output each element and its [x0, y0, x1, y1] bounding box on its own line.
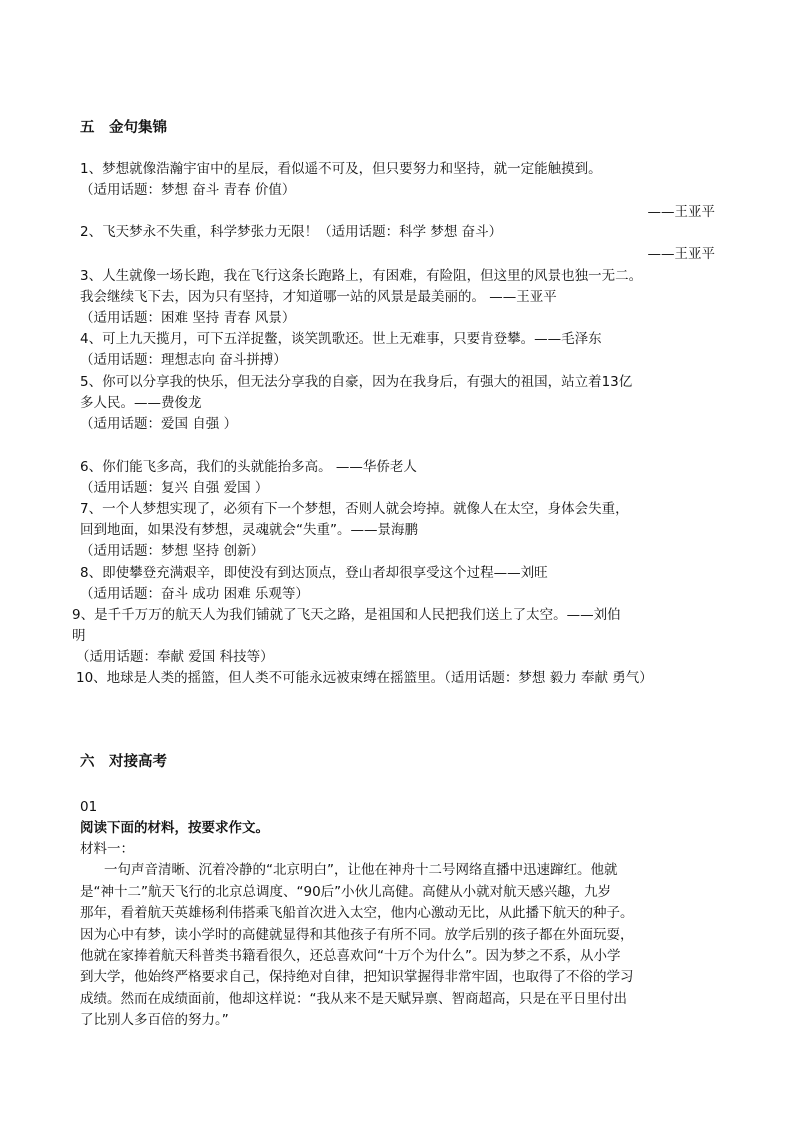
material-line: 成绩。然而在成绩面前，他却这样说：“我从来不是天赋异禀、智商超高，只是在平日里付出 — [80, 991, 627, 1007]
material-line: 是“神十二”航天飞行的北京总调度、“90后”小伙儿高健。高健从小就对航天感兴趣，九岁 — [80, 884, 612, 900]
quote-topics: （适用话题：梦想 坚持 创新） — [80, 543, 265, 559]
question-instruction: 阅读下面的材料，按要求作文。 — [80, 820, 269, 836]
quote-line: 回到地面，如果没有梦想，灵魂就会“失重”。——景海鹏 — [80, 522, 418, 538]
quote-line: 多人民。——费俊龙 — [80, 395, 202, 411]
quote-topics: （适用话题：理想志向 奋斗拼搏） — [80, 352, 287, 368]
material-line: 因为心中有梦，读小学时的高健就显得和其他孩子有所不同。放学后别的孩子都在外面玩耍， — [80, 927, 634, 943]
quote-line: 7、一个人梦想实现了，必须有下一个梦想，否则人就会垮掉。就像人在太空，身体会失重， — [80, 501, 629, 517]
quote-attribution: ——王亚平 — [647, 204, 715, 220]
quote-line: 5、你可以分享我的快乐，但无法分享我的自豪，因为在我身后，有强大的祖国，站立着13亿 — [80, 374, 633, 390]
quote-line: 9、是千千万万的航天人为我们铺就了飞天之路，是祖国和人民把我们送上了太空。——刘伯 — [72, 607, 621, 623]
quote-line: 3、人生就像一场长跑，我在飞行这条长跑路上，有困难，有险阻，但这里的风景也独一无二。 — [80, 268, 643, 284]
quote-topics: （适用话题：困难 坚持 青春 风景） — [80, 310, 296, 326]
quote-topics: （适用话题：复兴 自强 爱国 ） — [80, 480, 269, 496]
quote-attribution: ——王亚平 — [647, 246, 715, 262]
quote-line: 1、梦想就像浩瀚宇宙中的星辰，看似遥不可及，但只要努力和坚持，就一定能触摸到。 — [80, 161, 602, 177]
material-label: 材料一： — [80, 841, 134, 857]
quote-line: 我会继续飞下去，因为只有坚持，才知道哪一站的风景是最美丽的。 ——王亚平 — [80, 289, 557, 305]
quote-line: 10、地球是人类的摇篮，但人类不可能永远被束缚在摇篮里。（适用话题：梦想 毅力 奉献 勇气） — [76, 670, 653, 686]
quote-topics: （适用话题：奋斗 成功 困难 乐观等） — [80, 586, 309, 602]
material-line: 了比别人多百倍的努力。” — [80, 1012, 229, 1028]
quote-line: 4、可上九天揽月，可下五洋捉鳖，谈笑凯歌还。世上无难事，只要肯登攀。——毛泽东 — [80, 331, 602, 347]
material-line: 他就在家捧着航天科普类书籍看很久，还总喜欢问“十万个为什么”。因为梦之不系，从小学 — [80, 948, 621, 964]
quote-line: 8、即使攀登充满艰辛，即使没有到达顶点，登山者却很享受这个过程——刘旺 — [80, 565, 548, 581]
quote-line: 6、你们能飞多高，我们的头就能抬多高。 ——华侨老人 — [80, 459, 417, 475]
quote-topics: （适用话题：梦想 奋斗 青春 价值） — [80, 182, 296, 198]
section-heading-5: 五 金句集锦 — [80, 120, 167, 136]
quote-line: 2、飞天梦永不失重，科学梦张力无限！（适用话题：科学 梦想 奋斗） — [80, 224, 503, 240]
question-number: 01 — [80, 799, 98, 815]
material-line: 一句声音清晰、沉着冷静的“北京明白”，让他在神舟十二号网络直播中迅速蹿红。他就 — [104, 862, 618, 878]
material-line: 那年，看着航天英雄杨利伟搭乘飞船首次进入太空，他内心激动无比，从此播下航天的种子。 — [80, 905, 634, 921]
quote-topics: （适用话题：奉献 爱国 科技等） — [76, 649, 274, 665]
quote-topics: （适用话题：爱国 自强 ） — [80, 416, 238, 432]
quote-line: 明 — [72, 628, 86, 644]
section-heading-6: 六 对接高考 — [80, 754, 167, 770]
material-line: 到大学，他始终严格要求自己，保持绝对自律，把知识掌握得非常牢固，也取得了不俗的学习 — [80, 969, 634, 985]
